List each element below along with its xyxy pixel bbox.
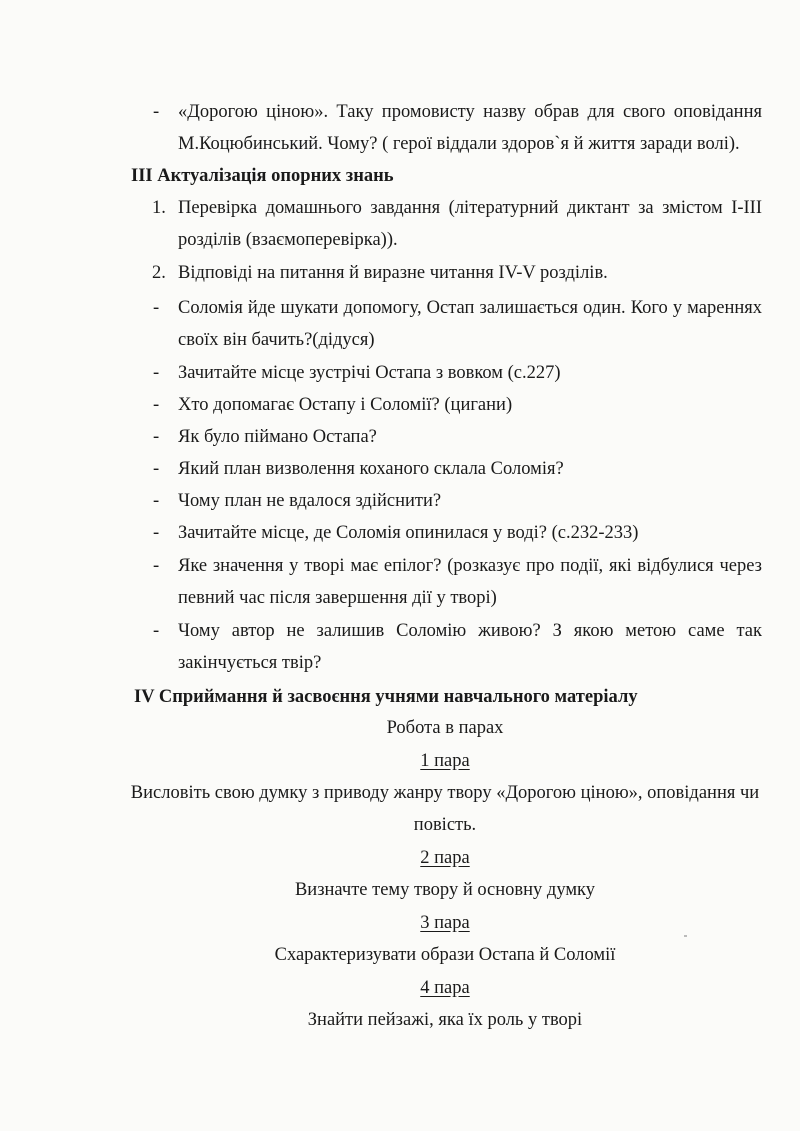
question-text: Чому план не вдалося здійснити? [178,491,442,511]
question-bullet-9 [153,615,762,679]
pair-3-task: Схарактеризувати образи Остапа й Соломії [274,945,616,965]
scan-speck [684,935,687,937]
pair-1-task: Висловіть свою думку з приводу жанру твору «Дорогою ціною», оповідання чи повість. [130,783,760,835]
item-number: 1. [152,198,166,218]
bullet-marker: - [153,298,160,318]
intro-bullet [153,96,762,160]
question-text: Соломія йде шукати допомогу, Остап залишається один. Кого у мареннях своїх він бачить?(дідуся) [178,298,762,350]
bullet-marker: - [153,459,160,479]
bullet-marker: - [153,523,160,543]
question-text: Зачитайте місце зустрічі Остапа з вовком (с.227) [178,363,561,383]
question-bullet-2 [153,357,762,389]
numbered-item-text: Перевірка домашнього завдання (літературний диктант за змістом І-ІІІ розділів (взаємоперевірка)). [178,198,762,250]
question-bullet-8 [153,550,762,614]
pair-2-task: Визначте тему твору й основну думку [294,880,596,900]
question-bullet-6 [153,485,762,517]
bullet-marker: - [153,102,160,122]
pair-2-label: 2 пара [420,848,470,868]
bullet-marker: - [153,395,160,415]
section-3-heading: ІІІ Актуалізація опорних знань [131,166,394,186]
section-4-heading: IV Сприймання й засвоєння учнями навчального матеріалу [134,687,638,707]
bullet-marker: - [153,363,160,383]
bullet-marker: - [153,621,160,641]
bullet-marker: - [153,427,160,447]
question-text: Зачитайте місце, де Соломія опинилася у воді? (с.232-233) [178,523,639,543]
bullet-marker: - [153,556,160,576]
question-bullet-7 [153,517,762,549]
pair-4-task: Знайти пейзажі, яка їх роль у творі [307,1010,583,1030]
question-bullet-3 [153,389,762,421]
bullet-marker: - [153,491,160,511]
pair-1-label: 1 пара [420,751,470,771]
question-text: Як було піймано Остапа? [178,427,377,447]
pair-4-label: 4 пара [420,978,470,998]
pair-work-subheading: Робота в парах [386,718,504,738]
question-text: Чому автор не залишив Соломію живою? З якою метою саме так закінчується твір? [178,621,762,673]
question-text: Яке значення у творі має епілог? (розказує про події, які відбулися через певний час після завершення дії у творі) [178,556,762,608]
numbered-item-1 [152,192,762,256]
question-bullet-5 [153,453,762,485]
question-bullet-4 [153,421,762,453]
numbered-item-2 [152,257,762,289]
question-bullet-1 [153,292,762,356]
item-number: 2. [152,263,166,283]
pair-3-label: 3 пара [420,913,470,933]
numbered-item-text: Відповіді на питання й виразне читання IV-V розділів. [178,263,608,283]
question-text: Який план визволення коханого склала Соломія? [178,459,564,479]
question-text: Хто допомагає Остапу і Соломії? (цигани) [178,395,513,415]
intro-bullet-text: «Дорогою ціною». Таку промовисту назву обрав для свого оповідання М.Коцюбинський. Чому? ( герої віддали здоров`я й життя заради волі). [178,102,762,154]
